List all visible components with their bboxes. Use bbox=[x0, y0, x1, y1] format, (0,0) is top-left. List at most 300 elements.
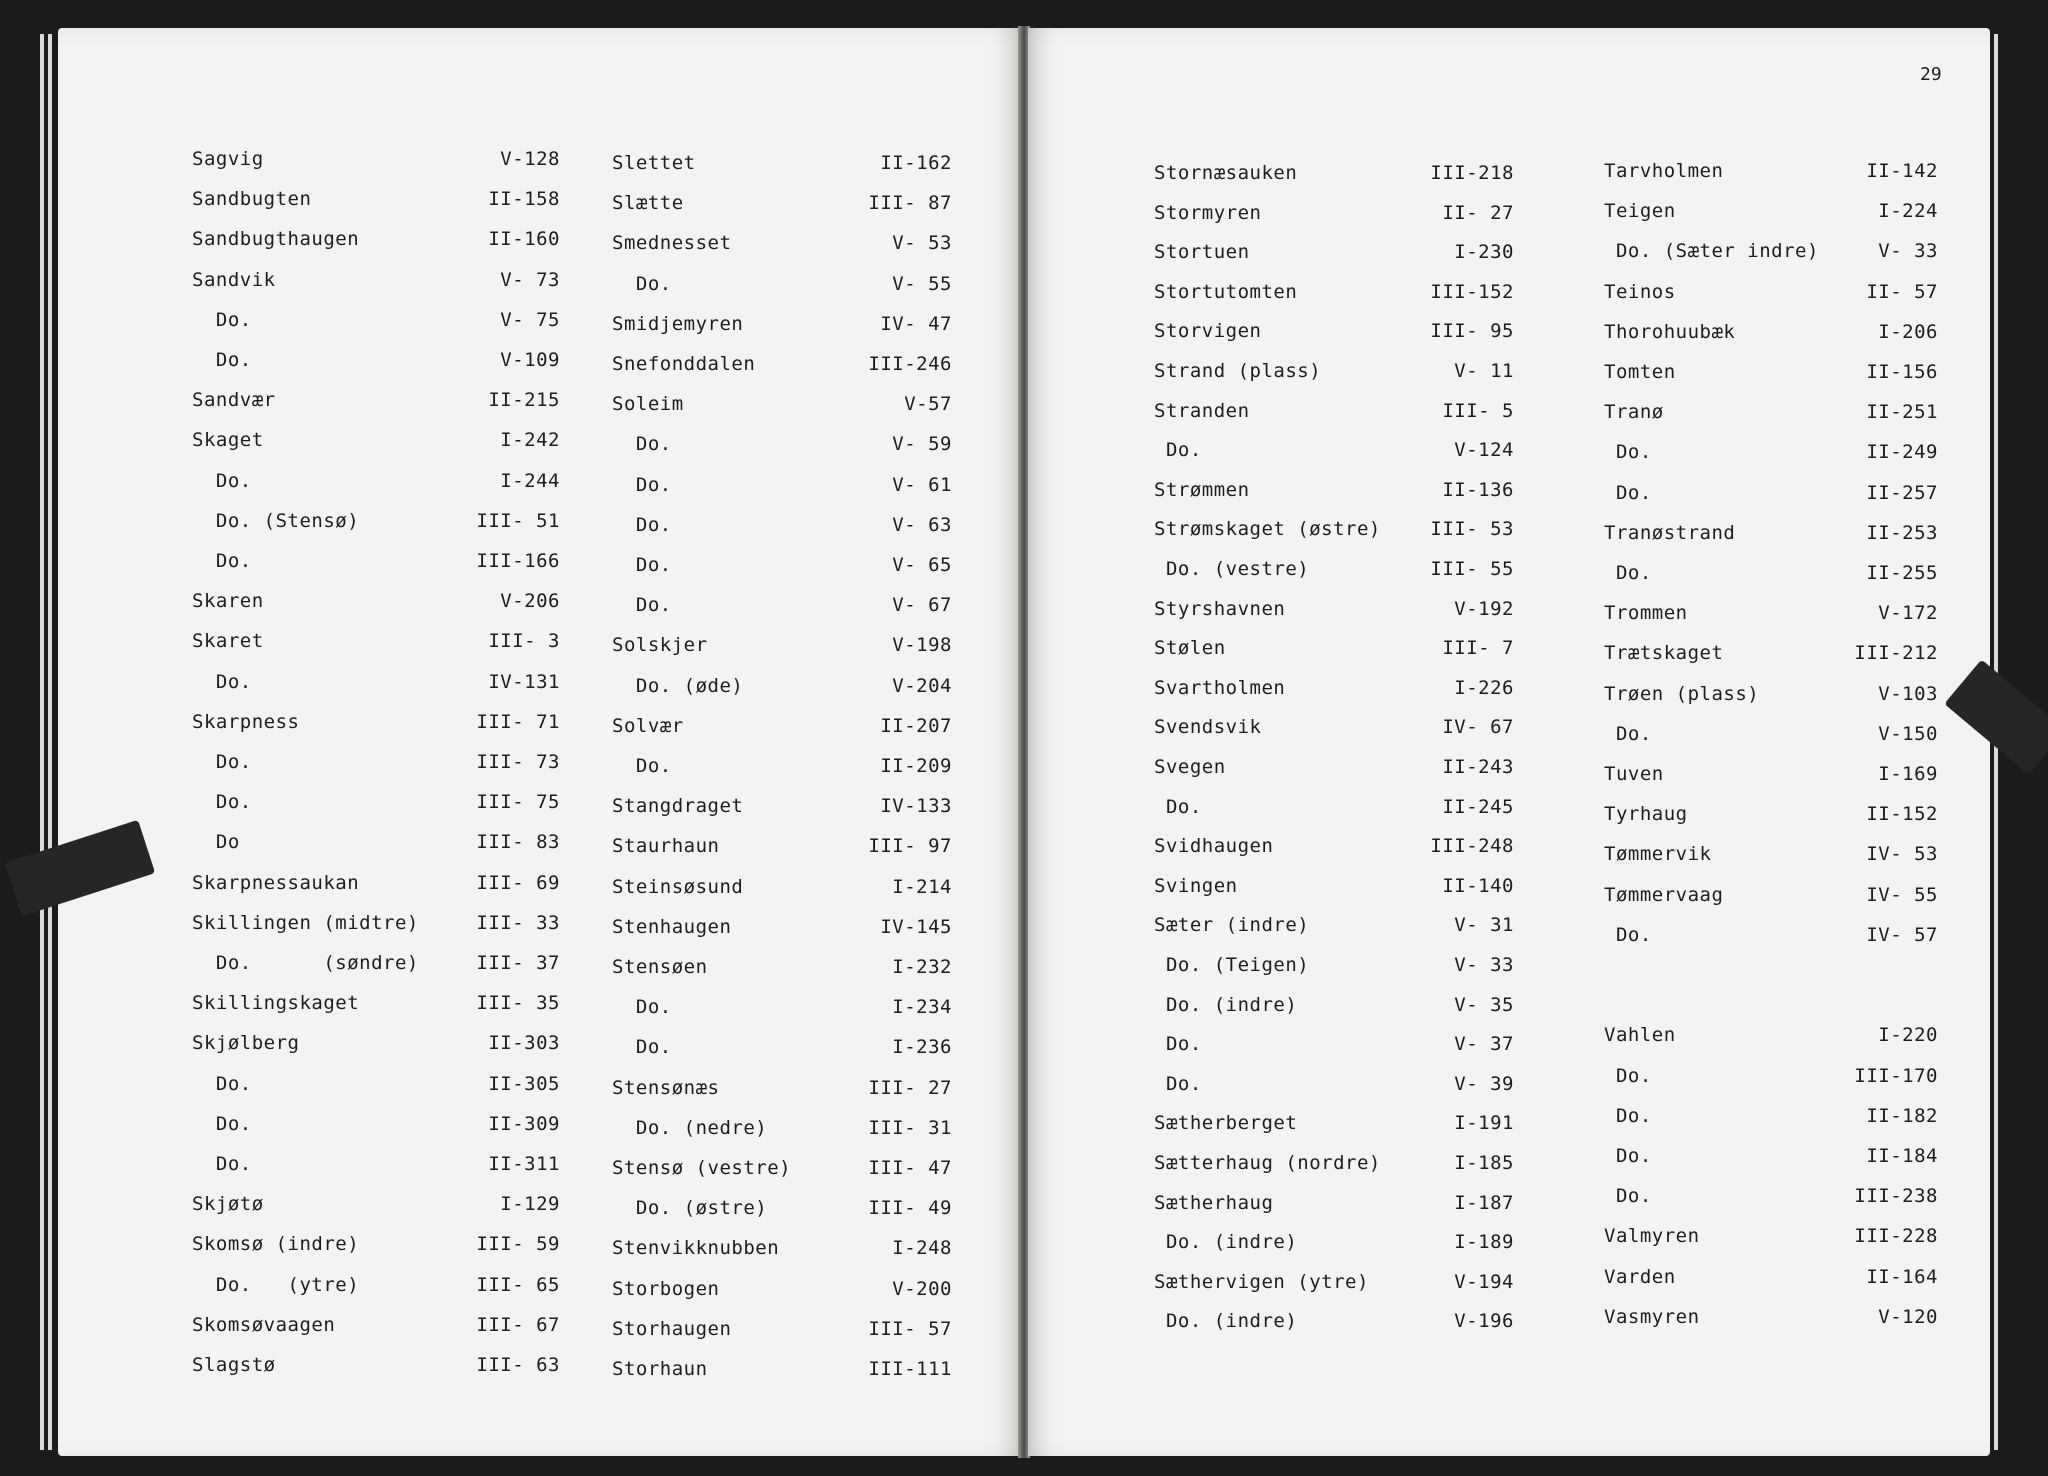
place-name: Sandvik bbox=[192, 268, 276, 291]
index-entry bbox=[612, 956, 962, 986]
page-edge-left-inner bbox=[48, 34, 52, 1450]
index-entry bbox=[612, 152, 962, 182]
index-entry bbox=[192, 1153, 570, 1183]
volume-page-reference: III-238 bbox=[1854, 1185, 1938, 1208]
place-name: Svidhaugen bbox=[1154, 835, 1274, 858]
place-name: Do. bbox=[1154, 439, 1202, 462]
place-name: Tranø bbox=[1604, 401, 1664, 424]
index-entry bbox=[612, 675, 962, 705]
index-entry bbox=[612, 393, 962, 423]
place-name: Sæter (indre) bbox=[1154, 914, 1310, 937]
volume-page-reference: II-140 bbox=[1442, 874, 1514, 897]
volume-page-reference: V-120 bbox=[1878, 1305, 1938, 1328]
place-name: Staurhaun bbox=[612, 835, 720, 858]
index-entry bbox=[1604, 723, 1948, 753]
index-entry bbox=[1154, 1310, 1524, 1340]
index-entry bbox=[1154, 1033, 1524, 1063]
index-entry bbox=[192, 188, 570, 218]
volume-page-reference: III- 51 bbox=[476, 509, 560, 532]
place-name: Skjølberg bbox=[192, 1032, 300, 1055]
volume-page-reference: V- 61 bbox=[892, 473, 952, 496]
index-entry bbox=[1604, 482, 1948, 512]
place-name: Stormyren bbox=[1154, 201, 1262, 224]
place-name: Skillingskaget bbox=[192, 992, 360, 1015]
index-entry bbox=[192, 630, 570, 660]
place-name: Styrshavnen bbox=[1154, 597, 1286, 620]
volume-page-reference: V-128 bbox=[500, 148, 560, 170]
volume-page-reference: III-212 bbox=[1854, 642, 1938, 665]
index-entry bbox=[1604, 763, 1948, 793]
place-name: Do. bbox=[612, 513, 672, 536]
index-entry bbox=[192, 429, 570, 459]
index-entry bbox=[192, 751, 570, 781]
place-name: Do. bbox=[1604, 923, 1652, 946]
index-entry bbox=[612, 1077, 962, 1107]
volume-page-reference: I-129 bbox=[500, 1193, 560, 1216]
place-name: Do. (indre) bbox=[1154, 1231, 1298, 1254]
place-name: Do. (Sæter indre) bbox=[1604, 240, 1819, 263]
index-entry bbox=[1154, 558, 1524, 588]
volume-page-reference: II- 57 bbox=[1866, 280, 1938, 303]
volume-page-reference: V- 63 bbox=[892, 513, 952, 536]
place-name: Smidjemyren bbox=[612, 312, 744, 335]
place-name: Do. bbox=[1604, 1064, 1652, 1087]
place-name: Stensø (vestre) bbox=[612, 1157, 792, 1179]
index-entry bbox=[1154, 1271, 1524, 1301]
place-name: Soleim bbox=[612, 393, 684, 416]
volume-page-reference: III- 67 bbox=[476, 1313, 560, 1336]
volume-page-reference: IV- 57 bbox=[1866, 923, 1938, 946]
place-name: Tranøstrand bbox=[1604, 521, 1736, 544]
place-name: Snefonddalen bbox=[612, 353, 756, 375]
volume-page-reference: II-164 bbox=[1866, 1265, 1938, 1288]
volume-page-reference: III- 31 bbox=[868, 1116, 952, 1139]
place-name: Storbogen bbox=[612, 1277, 720, 1300]
index-entry bbox=[1604, 361, 1948, 391]
index-entry bbox=[612, 996, 962, 1026]
volume-page-reference: V- 37 bbox=[1454, 1033, 1514, 1056]
volume-page-reference: II-184 bbox=[1866, 1144, 1938, 1167]
volume-page-reference: I-187 bbox=[1454, 1191, 1514, 1214]
volume-page-reference: II-209 bbox=[880, 755, 952, 777]
place-name: Do. (søndre) bbox=[192, 952, 419, 974]
volume-page-reference: III- 69 bbox=[476, 871, 560, 894]
place-name: Trætskaget bbox=[1604, 642, 1724, 665]
index-entry bbox=[192, 1193, 570, 1223]
place-name: Do. bbox=[612, 996, 672, 1019]
index-entry bbox=[192, 952, 570, 982]
index-entry bbox=[612, 715, 962, 745]
index-entry bbox=[612, 1197, 962, 1227]
volume-page-reference: V-124 bbox=[1454, 439, 1514, 462]
place-name: Strømskaget (østre) bbox=[1154, 518, 1381, 541]
place-name: Teigen bbox=[1604, 200, 1676, 223]
index-entry bbox=[612, 353, 962, 383]
place-name: Sætherberget bbox=[1154, 1112, 1298, 1135]
index-entry bbox=[192, 1354, 570, 1384]
place-name: Sætherhaug bbox=[1154, 1191, 1274, 1214]
volume-page-reference: V- 55 bbox=[892, 272, 952, 295]
index-entry bbox=[612, 1157, 962, 1187]
volume-page-reference: V- 39 bbox=[1454, 1072, 1514, 1095]
index-entry bbox=[612, 1278, 962, 1308]
index-entry bbox=[612, 554, 962, 584]
volume-page-reference: V-192 bbox=[1454, 597, 1514, 620]
index-entry bbox=[1154, 677, 1524, 707]
volume-page-reference: V- 53 bbox=[892, 232, 952, 255]
place-name: Thorohuubæk bbox=[1604, 320, 1736, 343]
volume-page-reference: II-162 bbox=[880, 152, 952, 174]
volume-page-reference: II-158 bbox=[488, 188, 560, 211]
volume-page-reference: I-226 bbox=[1454, 676, 1514, 699]
index-entry bbox=[192, 831, 570, 861]
index-entry bbox=[612, 795, 962, 825]
place-name: Do. (Stensø) bbox=[192, 509, 360, 532]
volume-page-reference: I-248 bbox=[892, 1237, 952, 1260]
index-entry bbox=[1154, 1073, 1524, 1103]
place-name: Do. bbox=[192, 1112, 252, 1135]
volume-page-reference: III- 33 bbox=[476, 911, 560, 934]
place-name: Do. bbox=[1604, 1144, 1652, 1167]
place-name: Do. bbox=[1604, 722, 1652, 745]
index-entry bbox=[192, 1073, 570, 1103]
index-entry bbox=[192, 389, 570, 419]
place-name: Solvær bbox=[612, 714, 684, 737]
place-name: Stenhaugen bbox=[612, 915, 732, 938]
place-name: Do. (Teigen) bbox=[1154, 954, 1310, 976]
volume-page-reference: I-189 bbox=[1454, 1231, 1514, 1254]
place-name: Storhaugen bbox=[612, 1317, 732, 1340]
place-name: Do. bbox=[192, 469, 252, 492]
volume-page-reference: II-303 bbox=[488, 1032, 560, 1055]
place-name: Sandbugthaugen bbox=[192, 228, 360, 251]
index-entry bbox=[1604, 843, 1948, 873]
index-entry bbox=[1154, 598, 1524, 628]
index-entry bbox=[1604, 924, 1948, 954]
index-entry bbox=[1154, 875, 1524, 905]
index-entry bbox=[192, 1233, 570, 1263]
volume-page-reference: V- 67 bbox=[892, 594, 952, 617]
index-entry bbox=[192, 269, 570, 299]
place-name: Svartholmen bbox=[1154, 676, 1286, 699]
place-name: Do. (ytre) bbox=[192, 1273, 360, 1296]
volume-page-reference: III- 95 bbox=[1430, 320, 1514, 343]
volume-page-reference: V-194 bbox=[1454, 1270, 1514, 1293]
volume-page-reference: V- 11 bbox=[1454, 360, 1514, 382]
index-entry bbox=[192, 1113, 570, 1143]
place-name: Slætte bbox=[612, 192, 684, 215]
volume-page-reference: V-109 bbox=[500, 349, 560, 371]
volume-page-reference: III- 27 bbox=[868, 1076, 952, 1099]
index-entry bbox=[612, 232, 962, 262]
index-entry bbox=[1154, 360, 1524, 390]
volume-page-reference: I-224 bbox=[1878, 200, 1938, 223]
volume-page-reference: III- 49 bbox=[868, 1197, 952, 1220]
volume-page-reference: IV- 55 bbox=[1866, 883, 1938, 906]
volume-page-reference: V- 73 bbox=[500, 268, 560, 291]
place-name: Do. bbox=[192, 670, 252, 693]
index-entry bbox=[192, 309, 570, 339]
place-name: Do. bbox=[192, 1072, 252, 1095]
place-name: Do. bbox=[612, 594, 672, 617]
index-entry bbox=[1604, 562, 1948, 592]
place-name: Storhaun bbox=[612, 1358, 708, 1380]
volume-page-reference: V-103 bbox=[1878, 682, 1938, 705]
index-entry bbox=[1604, 1105, 1948, 1135]
index-entry bbox=[1154, 914, 1524, 944]
volume-page-reference: III-228 bbox=[1854, 1225, 1938, 1248]
index-entry bbox=[192, 872, 570, 902]
index-entry bbox=[1154, 400, 1524, 430]
volume-page-reference: III- 5 bbox=[1442, 399, 1514, 422]
place-name: Storvigen bbox=[1154, 320, 1262, 343]
index-entry bbox=[612, 1036, 962, 1066]
place-name: Stenvikknubben bbox=[612, 1237, 780, 1260]
place-name: Do bbox=[192, 831, 240, 854]
place-name: Skomsø (indre) bbox=[192, 1233, 360, 1256]
index-entry bbox=[1604, 884, 1948, 914]
index-entry bbox=[1604, 642, 1948, 672]
index-entry bbox=[1604, 1065, 1948, 1095]
place-name: Do. bbox=[192, 1153, 252, 1175]
index-entry bbox=[612, 433, 962, 463]
index-entry bbox=[612, 876, 962, 906]
place-name: Do. bbox=[612, 272, 672, 295]
index-entry bbox=[612, 755, 962, 785]
volume-page-reference: III- 65 bbox=[476, 1273, 560, 1296]
index-entry bbox=[192, 671, 570, 701]
index-entry bbox=[192, 1274, 570, 1304]
place-name: Do. bbox=[612, 554, 672, 576]
place-name: Strømmen bbox=[1154, 478, 1250, 501]
volume-page-reference: II- 27 bbox=[1442, 201, 1514, 224]
volume-page-reference: IV- 47 bbox=[880, 312, 952, 335]
index-entry bbox=[1604, 803, 1948, 833]
volume-page-reference: V- 65 bbox=[892, 554, 952, 576]
place-name: Do. bbox=[612, 433, 672, 456]
index-entry bbox=[192, 148, 570, 178]
page-edge-left bbox=[40, 34, 44, 1450]
volume-page-reference: V-200 bbox=[892, 1277, 952, 1300]
index-entry bbox=[612, 313, 962, 343]
volume-page-reference: II-152 bbox=[1866, 803, 1938, 826]
volume-page-reference: III- 35 bbox=[476, 992, 560, 1015]
index-entry bbox=[1154, 439, 1524, 469]
volume-page-reference: III- 55 bbox=[1430, 558, 1514, 580]
index-entry bbox=[192, 1314, 570, 1344]
volume-page-reference: II-255 bbox=[1866, 562, 1938, 584]
place-name: Skjøtø bbox=[192, 1193, 264, 1216]
volume-page-reference: I-232 bbox=[892, 956, 952, 978]
volume-page-reference: II-160 bbox=[488, 228, 560, 251]
place-name: Stortutomten bbox=[1154, 280, 1298, 303]
volume-page-reference: IV-145 bbox=[880, 915, 952, 938]
place-name: Do. bbox=[612, 473, 672, 496]
place-name: Teinos bbox=[1604, 280, 1676, 303]
place-name: Do. bbox=[192, 550, 252, 572]
index-entry bbox=[612, 273, 962, 303]
place-name: Vahlen bbox=[1604, 1024, 1676, 1047]
volume-page-reference: III-170 bbox=[1854, 1064, 1938, 1087]
index-entry bbox=[192, 912, 570, 942]
place-name: Do. bbox=[192, 308, 252, 331]
volume-page-reference: V- 35 bbox=[1454, 993, 1514, 1016]
volume-page-reference: V-204 bbox=[892, 674, 952, 697]
volume-page-reference: V- 33 bbox=[1454, 954, 1514, 976]
volume-page-reference: V-172 bbox=[1878, 602, 1938, 625]
place-name: Stornæsauken bbox=[1154, 162, 1298, 184]
place-name: Steinsøsund bbox=[612, 875, 744, 898]
index-entry bbox=[192, 992, 570, 1022]
volume-page-reference: V-196 bbox=[1454, 1310, 1514, 1333]
index-entry bbox=[1154, 320, 1524, 350]
index-entry bbox=[1604, 321, 1948, 351]
volume-page-reference: I-191 bbox=[1454, 1112, 1514, 1135]
volume-page-reference: III-166 bbox=[476, 550, 560, 572]
volume-page-reference: III- 75 bbox=[476, 791, 560, 814]
volume-page-reference: III-246 bbox=[868, 353, 952, 375]
volume-page-reference: I-234 bbox=[892, 996, 952, 1019]
place-name: Vasmyren bbox=[1604, 1305, 1700, 1328]
index-entry bbox=[1604, 602, 1948, 632]
index-entry bbox=[1604, 1185, 1948, 1215]
index-entry bbox=[1154, 756, 1524, 786]
volume-page-reference: II-243 bbox=[1442, 756, 1514, 778]
place-name: Tømmervik bbox=[1604, 843, 1712, 866]
place-name: Do. (indre) bbox=[1154, 993, 1298, 1016]
index-entry bbox=[1154, 796, 1524, 826]
index-entry bbox=[1604, 522, 1948, 552]
place-name: Do. (nedre) bbox=[612, 1116, 768, 1139]
place-name: Skarpness bbox=[192, 710, 300, 733]
volume-page-reference: II-311 bbox=[488, 1153, 560, 1175]
place-name: Stranden bbox=[1154, 399, 1250, 422]
volume-page-reference: III-248 bbox=[1430, 835, 1514, 858]
volume-page-reference: II-309 bbox=[488, 1112, 560, 1135]
place-name: Valmyren bbox=[1604, 1225, 1700, 1248]
index-entry bbox=[192, 550, 570, 580]
place-name: Do. bbox=[192, 349, 252, 371]
index-entry bbox=[612, 474, 962, 504]
place-name: Sandvær bbox=[192, 389, 276, 412]
place-name: Do. bbox=[1154, 795, 1202, 818]
index-entry bbox=[192, 228, 570, 258]
place-name: Do. bbox=[192, 751, 252, 773]
volume-page-reference: II-136 bbox=[1442, 478, 1514, 501]
index-entry bbox=[612, 514, 962, 544]
place-name: Tyrhaug bbox=[1604, 803, 1688, 826]
volume-page-reference: III- 7 bbox=[1442, 637, 1514, 660]
volume-page-reference: III- 47 bbox=[868, 1157, 952, 1179]
index-entry bbox=[1154, 202, 1524, 232]
place-name: Trøen (plass) bbox=[1604, 682, 1760, 705]
index-entry bbox=[1154, 281, 1524, 311]
index-entry bbox=[1154, 716, 1524, 746]
place-name: Stensønæs bbox=[612, 1076, 720, 1099]
place-name: Smednesset bbox=[612, 232, 732, 255]
index-entry bbox=[192, 590, 570, 620]
index-entry bbox=[612, 634, 962, 664]
index-entry bbox=[1604, 160, 1948, 190]
place-name: Do. bbox=[1604, 1104, 1652, 1127]
volume-page-reference: III- 97 bbox=[868, 835, 952, 858]
place-name: Slagstø bbox=[192, 1354, 276, 1376]
index-entry bbox=[1154, 479, 1524, 509]
index-entry bbox=[192, 470, 570, 500]
index-entry bbox=[1154, 1152, 1524, 1182]
place-name: Svegen bbox=[1154, 756, 1226, 778]
index-entry bbox=[1604, 683, 1948, 713]
index-entry bbox=[1604, 1024, 1948, 1054]
place-name: Sæthervigen (ytre) bbox=[1154, 1270, 1369, 1293]
index-entry bbox=[1154, 954, 1524, 984]
volume-page-reference: V-57 bbox=[904, 393, 952, 416]
volume-page-reference: II-257 bbox=[1866, 481, 1938, 504]
place-name: Do. (østre) bbox=[612, 1197, 768, 1220]
volume-page-reference: III-152 bbox=[1430, 280, 1514, 303]
index-entry bbox=[612, 1358, 962, 1388]
index-entry bbox=[192, 711, 570, 741]
volume-page-reference: V- 33 bbox=[1878, 240, 1938, 263]
volume-page-reference: II-215 bbox=[488, 389, 560, 412]
place-name: Svendsvik bbox=[1154, 716, 1262, 739]
place-name: Strand (plass) bbox=[1154, 360, 1322, 382]
volume-page-reference: II-251 bbox=[1866, 401, 1938, 424]
index-entry bbox=[1154, 994, 1524, 1024]
volume-page-reference: IV-131 bbox=[488, 670, 560, 693]
place-name: Solskjer bbox=[612, 634, 708, 657]
volume-page-reference: I-206 bbox=[1878, 320, 1938, 343]
place-name: Skaget bbox=[192, 429, 264, 452]
volume-page-reference: I-220 bbox=[1878, 1024, 1938, 1047]
index-entry bbox=[192, 791, 570, 821]
volume-page-reference: II-305 bbox=[488, 1072, 560, 1095]
index-entry bbox=[192, 510, 570, 540]
place-name: Do. (indre) bbox=[1154, 1310, 1298, 1333]
volume-page-reference: I-244 bbox=[500, 469, 560, 492]
volume-page-reference: V-150 bbox=[1878, 722, 1938, 745]
volume-page-reference: III-111 bbox=[868, 1358, 952, 1380]
place-name: Skillingen (midtre) bbox=[192, 911, 419, 934]
volume-page-reference: III- 57 bbox=[868, 1317, 952, 1340]
place-name: Do. (vestre) bbox=[1154, 558, 1310, 580]
index-entry bbox=[612, 594, 962, 624]
place-name: Tømmervaag bbox=[1604, 883, 1724, 906]
place-name: Svingen bbox=[1154, 874, 1238, 897]
volume-page-reference: II-253 bbox=[1866, 521, 1938, 544]
index-entry bbox=[192, 1032, 570, 1062]
volume-page-reference: I-214 bbox=[892, 875, 952, 898]
volume-page-reference: II-245 bbox=[1442, 795, 1514, 818]
place-name: Stortuen bbox=[1154, 241, 1250, 264]
place-name: Do. bbox=[192, 791, 252, 814]
place-name: Tomten bbox=[1604, 361, 1676, 383]
volume-page-reference: III- 53 bbox=[1430, 518, 1514, 541]
place-name: Sandbugten bbox=[192, 188, 312, 211]
volume-page-reference: IV- 53 bbox=[1866, 843, 1938, 866]
place-name: Do. bbox=[1604, 562, 1652, 584]
place-name: Skomsøvaagen bbox=[192, 1313, 336, 1336]
index-entry bbox=[612, 192, 962, 222]
place-name: Do. bbox=[1604, 441, 1652, 464]
index-entry bbox=[192, 349, 570, 379]
volume-page-reference: V- 75 bbox=[500, 308, 560, 331]
volume-page-reference: II-182 bbox=[1866, 1104, 1938, 1127]
volume-page-reference: I-169 bbox=[1878, 763, 1938, 785]
index-entry bbox=[612, 835, 962, 865]
place-name: Do. bbox=[612, 1036, 672, 1059]
place-name: Stensøen bbox=[612, 956, 708, 978]
